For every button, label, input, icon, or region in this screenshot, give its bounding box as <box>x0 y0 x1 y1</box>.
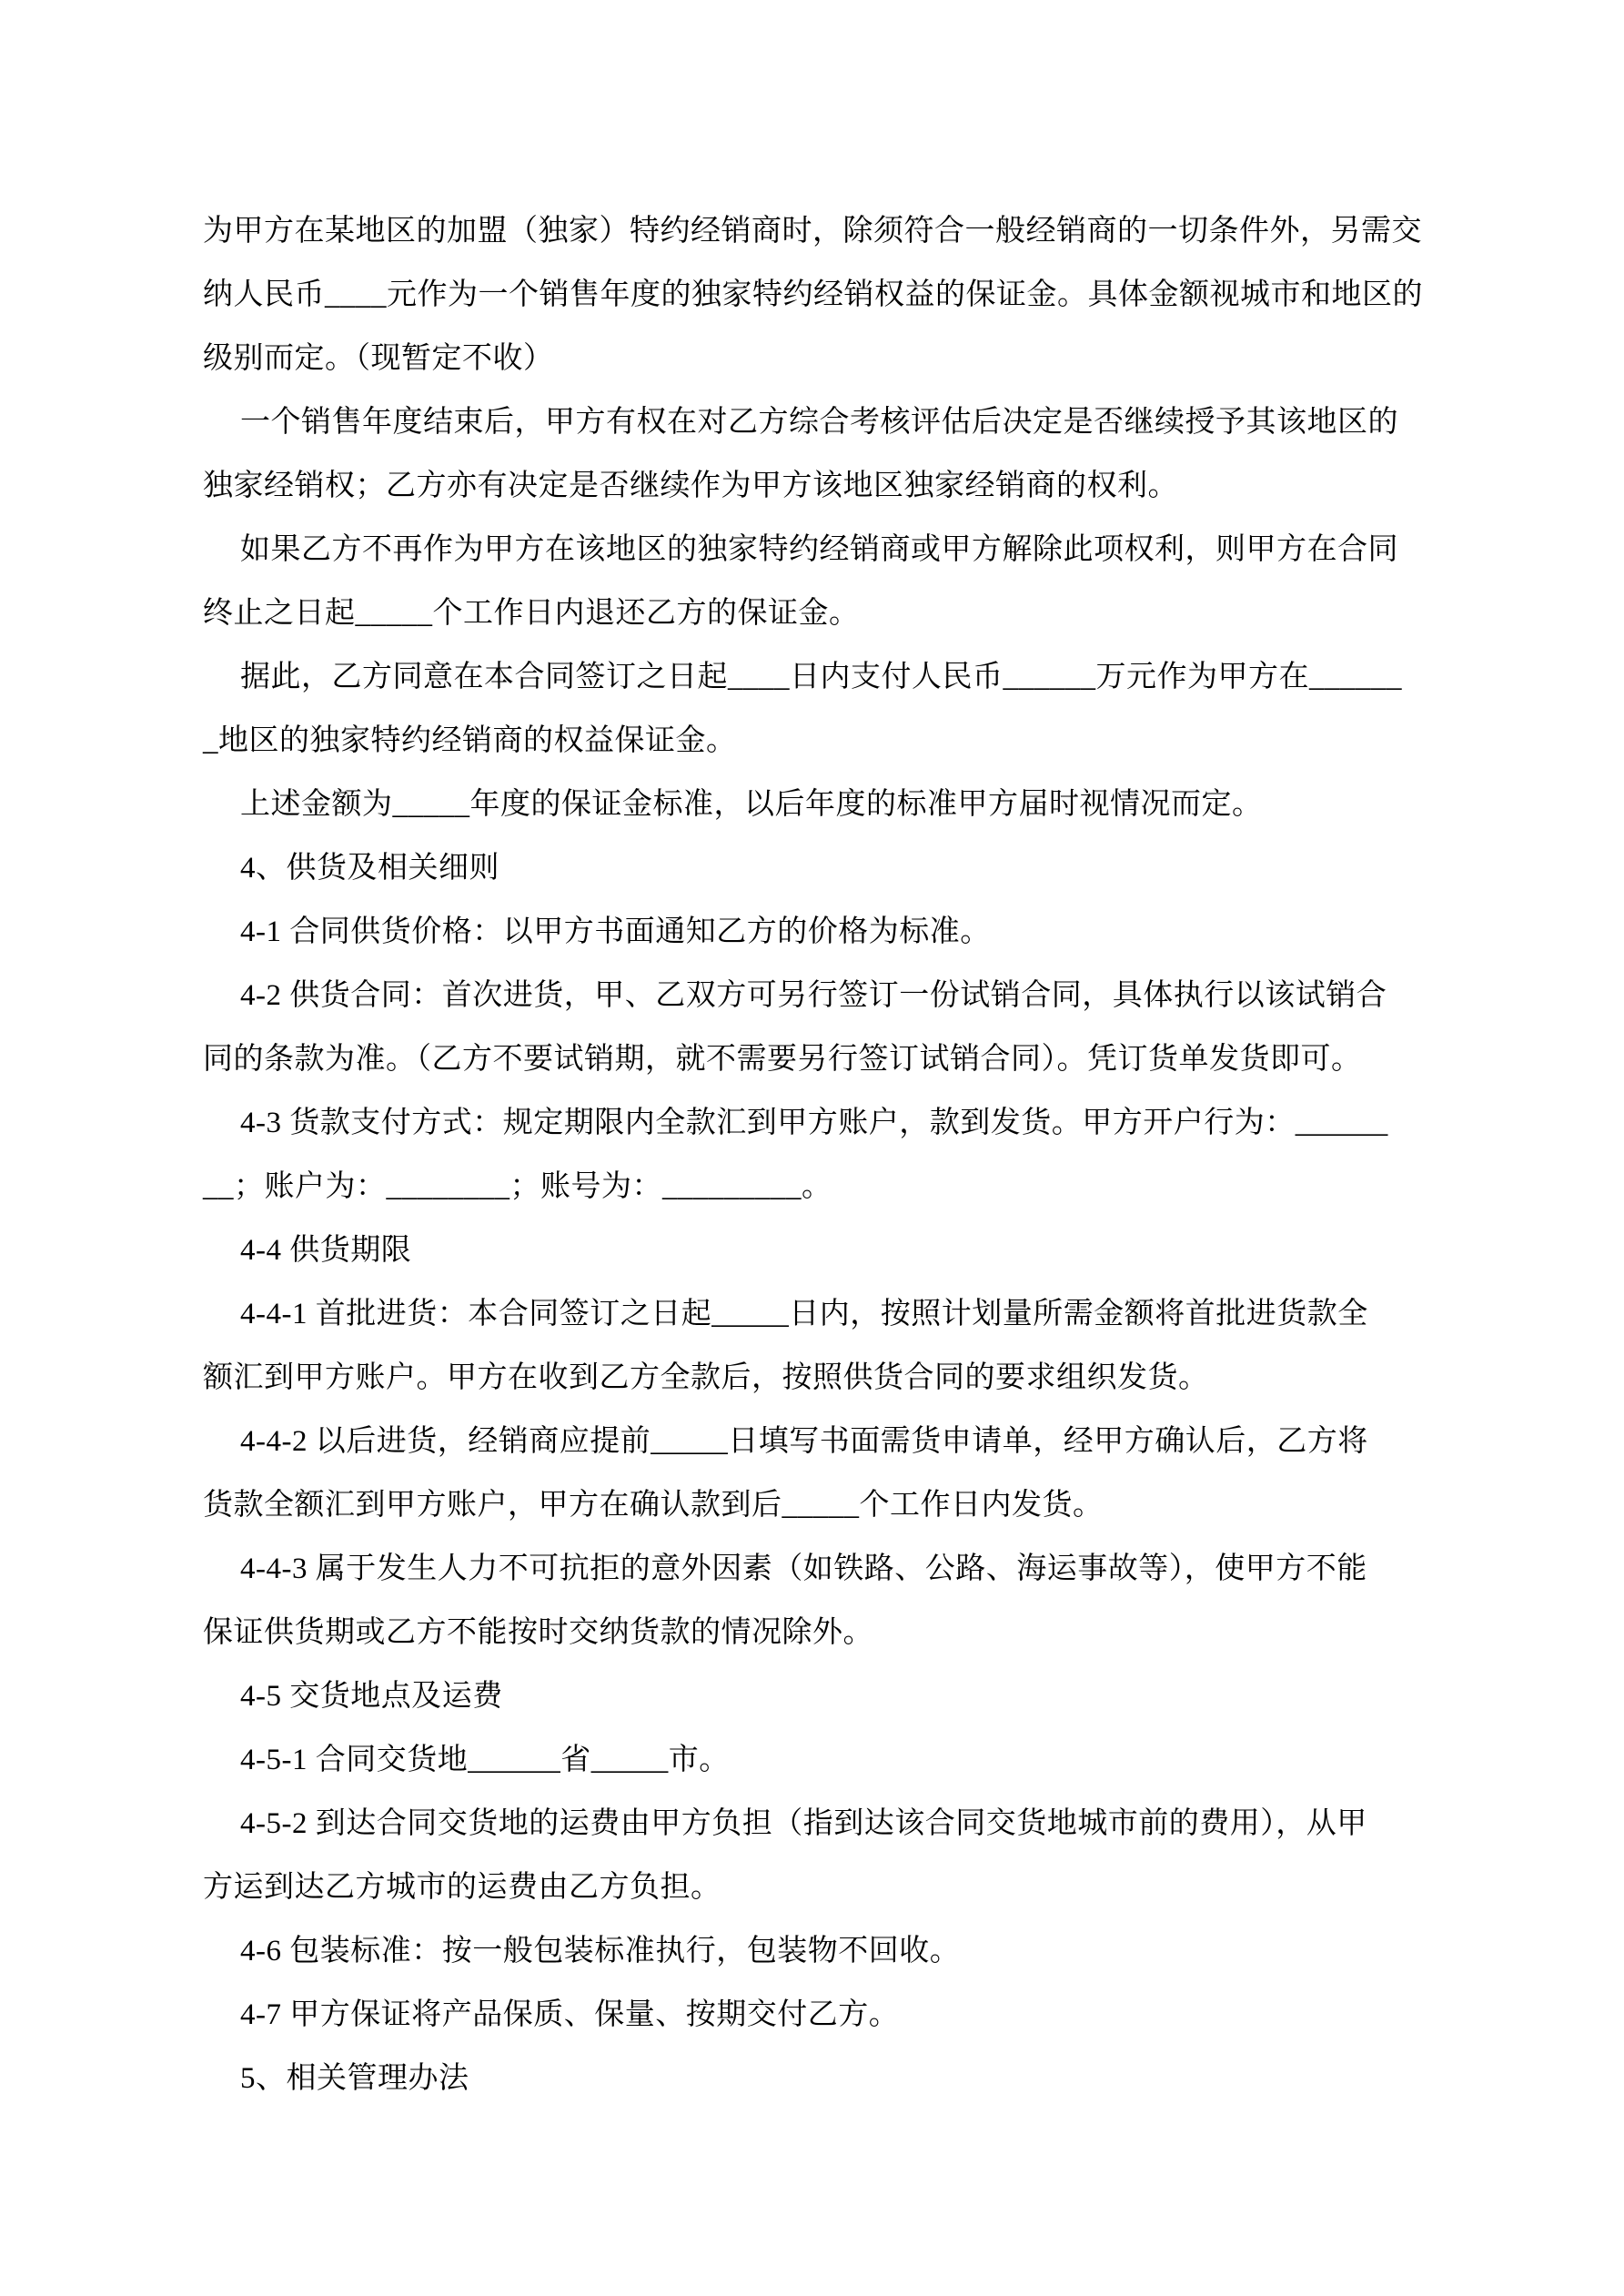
text-line: _地区的独家特约经销商的权益保证金。 <box>203 724 737 757</box>
text-line: __；账户为：________；账号为：_________。 <box>203 1170 832 1203</box>
text-line: 5、相关管理办法 <box>240 2062 469 2095</box>
text-line: 4-4-3 属于发生人力不可抗拒的意外因素（如铁路、公路、海运事故等），使甲方不能 <box>240 1553 1367 1585</box>
text-line: 级别而定。（现暂定不收） <box>203 342 554 375</box>
text-line: 据此，乙方同意在本合同签订之日起____日内支付人民币______万元作为甲方在______ <box>240 661 1402 693</box>
text-line: 货款全额汇到甲方账户，甲方在确认款到后_____个工作日内发货。 <box>203 1489 1104 1522</box>
text-line: 4-1 合同供货价格：以甲方书面通知乙方的价格为标准。 <box>240 915 991 948</box>
text-line: 保证供货期或乙方不能按时交纳货款的情况除外。 <box>203 1616 873 1649</box>
text-line: 4-5-1 合同交货地______省_____市。 <box>240 1744 730 1776</box>
text-line: 4-7 甲方保证将产品保质、保量、按期交付乙方。 <box>240 1998 900 2031</box>
text-line: 4-5 交货地点及运费 <box>240 1680 503 1713</box>
text-line: 4、供货及相关细则 <box>240 852 499 885</box>
text-line: 上述金额为_____年度的保证金标准，以后年度的标准甲方届时视情况而定。 <box>240 788 1263 821</box>
text-line: 纳人民币____元作为一个销售年度的独家特约经销权益的保证金。具体金额视城市和地区的 <box>203 278 1423 311</box>
text-line: 为甲方在某地区的加盟（独家）特约经销商时，除须符合一般经销商的一切条件外，另需交 <box>203 215 1422 248</box>
text-line: 独家经销权；乙方亦有决定是否继续作为甲方该地区独家经销商的权利。 <box>203 470 1178 502</box>
text-line: 4-6 包装标准：按一般包装标准执行，包装物不回收。 <box>240 1935 961 1967</box>
text-line: 如果乙方不再作为甲方在该地区的独家特约经销商或甲方解除此项权利，则甲方在合同 <box>240 533 1398 566</box>
text-line: 4-4 供货期限 <box>240 1234 412 1267</box>
text-line: 4-5-2 到达合同交货地的运费由甲方负担（指到达该合同交货地城市前的费用），从甲 <box>240 1807 1367 1840</box>
text-line: 4-4-1 首批进货：本合同签订之日起_____日内，按照计划量所需金额将首批进货款全 <box>240 1298 1368 1330</box>
text-line: 方运到达乙方城市的运费由乙方负担。 <box>203 1871 721 1904</box>
text-line: 4-3 货款支付方式：规定期限内全款汇到甲方账户，款到发货。甲方开户行为：______ <box>240 1107 1388 1139</box>
text-line: 4-4-2 以后进货，经销商应提前_____日填写书面需货申请单，经甲方确认后，乙方将 <box>240 1425 1368 1458</box>
text-line: 4-2 供货合同：首次进货，甲、乙双方可另行签订一份试销合同，具体执行以该试销合 <box>240 979 1387 1012</box>
text-line: 额汇到甲方账户。甲方在收到乙方全款后，按照供货合同的要求组织发货。 <box>203 1361 1209 1394</box>
text-line: 同的条款为准。（乙方不要试销期，就不需要另行签订试销合同）。凭订货单发货即可。 <box>203 1043 1362 1076</box>
contract-body <box>203 199 1427 2110</box>
text-line: 一个销售年度结束后，甲方有权在对乙方综合考核评估后决定是否继续授予其该地区的 <box>240 406 1398 439</box>
text-line: 终止之日起_____个工作日内退还乙方的保证金。 <box>203 597 860 630</box>
